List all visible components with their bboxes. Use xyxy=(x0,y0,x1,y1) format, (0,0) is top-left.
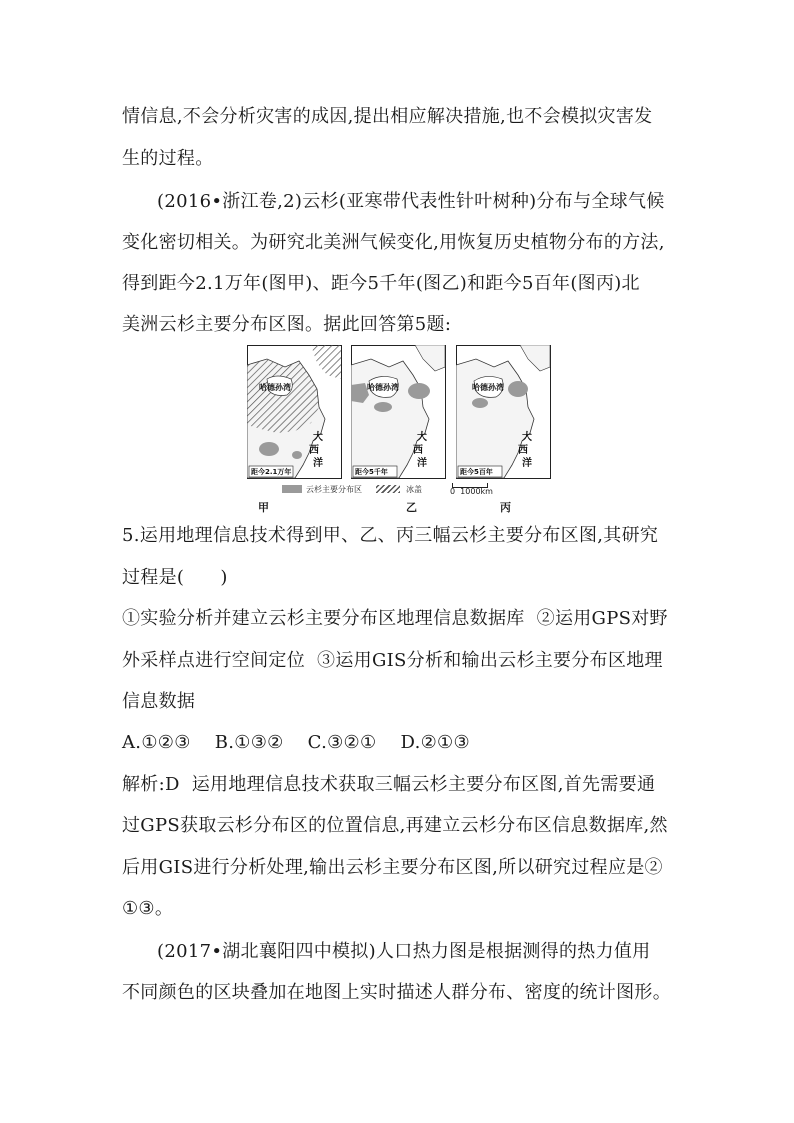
text-line: 不同颜色的区块叠加在地图上实时描述人群分布、密度的统计图形。 xyxy=(122,982,671,1003)
map-legend xyxy=(246,483,552,497)
panel-label-jia: 甲 xyxy=(258,501,269,514)
ocean-char: 大 xyxy=(313,432,323,443)
spruce-legend-swatch xyxy=(282,485,302,493)
question-option: 外采样点进行空间定位 ③运用GIS分析和输出云杉主要分布区地理 xyxy=(122,650,663,671)
bay-label: 哈德孙湾 xyxy=(259,383,291,392)
ocean-char: 大 xyxy=(522,432,532,443)
text-line: 生的过程。 xyxy=(122,148,214,169)
text-line: 变化密切相关。为研究北美洲气候变化,用恢复历史植物分布的方法, xyxy=(122,232,665,253)
ocean-char: 西 xyxy=(413,445,423,456)
bay-label: 哈德孙湾 xyxy=(472,383,504,392)
spruce-area xyxy=(508,381,528,397)
map-yi xyxy=(351,345,446,479)
ocean-label xyxy=(518,431,534,470)
answer-explanation: 后用GIS进行分析处理,输出云杉主要分布区图,所以研究过程应是② xyxy=(122,857,663,878)
ocean-char: 洋 xyxy=(522,458,532,469)
panel-label-bing: 丙 xyxy=(500,501,511,514)
question-stem: 5.运用地理信息技术得到甲、乙、丙三幅云杉主要分布区图,其研究 xyxy=(122,525,659,546)
text-line: (2016•浙江卷,2)云杉(亚寒带代表性针叶树种)分布与全球气候 xyxy=(157,191,665,212)
ocean-char: 大 xyxy=(417,432,427,443)
map-jia-graphic xyxy=(247,345,342,479)
question-option: ①实验分析并建立云杉主要分布区地理信息数据库 ②运用GPS对野 xyxy=(122,608,668,629)
text-line: (2017•湖北襄阳四中模拟)人口热力图是根据测得的热力值用 xyxy=(157,941,651,962)
spruce-legend-label: 云杉主要分布区 xyxy=(306,485,362,494)
text-line: 得到距今2.1万年(图甲)、距今5千年(图乙)和距今5百年(图丙)北 xyxy=(122,273,640,294)
ocean-char: 西 xyxy=(309,445,319,456)
spruce-area xyxy=(292,451,302,459)
map-yi-graphic xyxy=(351,345,446,479)
text-line: 美洲云杉主要分布区图。据此回答第5题: xyxy=(122,314,452,335)
text-line: 情信息,不会分析灾害的成因,提出相应解决措施,也不会模拟灾害发 xyxy=(122,106,653,127)
question-option: 信息数据 xyxy=(122,691,196,712)
ocean-char: 洋 xyxy=(313,458,323,469)
answer-explanation: ①③。 xyxy=(122,898,174,919)
map-caption: 距今5千年 xyxy=(355,468,388,476)
spruce-distribution-figure xyxy=(246,345,552,513)
panel-label-yi: 乙 xyxy=(406,501,417,514)
ice-legend-swatch xyxy=(376,485,400,493)
ocean-label xyxy=(309,431,325,470)
spruce-area xyxy=(374,402,392,412)
ice-legend-label: 冰盖 xyxy=(406,485,422,494)
ocean-char: 洋 xyxy=(417,458,427,469)
spruce-area xyxy=(259,442,279,456)
answer-choices: A.①②③ B.①③② C.③②① D.②①③ xyxy=(122,732,470,753)
bay-label: 哈德孙湾 xyxy=(367,383,399,392)
ocean-label xyxy=(413,431,429,470)
scale-label: 0 1000km xyxy=(450,487,493,496)
spruce-area xyxy=(472,398,488,408)
ocean-char: 西 xyxy=(518,445,528,456)
map-bing xyxy=(456,345,551,479)
question-stem: 过程是( ) xyxy=(122,567,228,588)
map-caption: 距今2.1万年 xyxy=(251,468,292,476)
map-bing-graphic xyxy=(456,345,551,479)
map-caption: 距今5百年 xyxy=(460,468,493,476)
map-jia xyxy=(247,345,342,479)
answer-explanation: 解析:D 运用地理信息技术获取三幅云杉主要分布区图,首先需要通 xyxy=(122,774,656,795)
spruce-area xyxy=(408,383,430,399)
answer-explanation: 过GPS获取云杉分布区的位置信息,再建立云杉分布区信息数据库,然 xyxy=(122,815,668,836)
